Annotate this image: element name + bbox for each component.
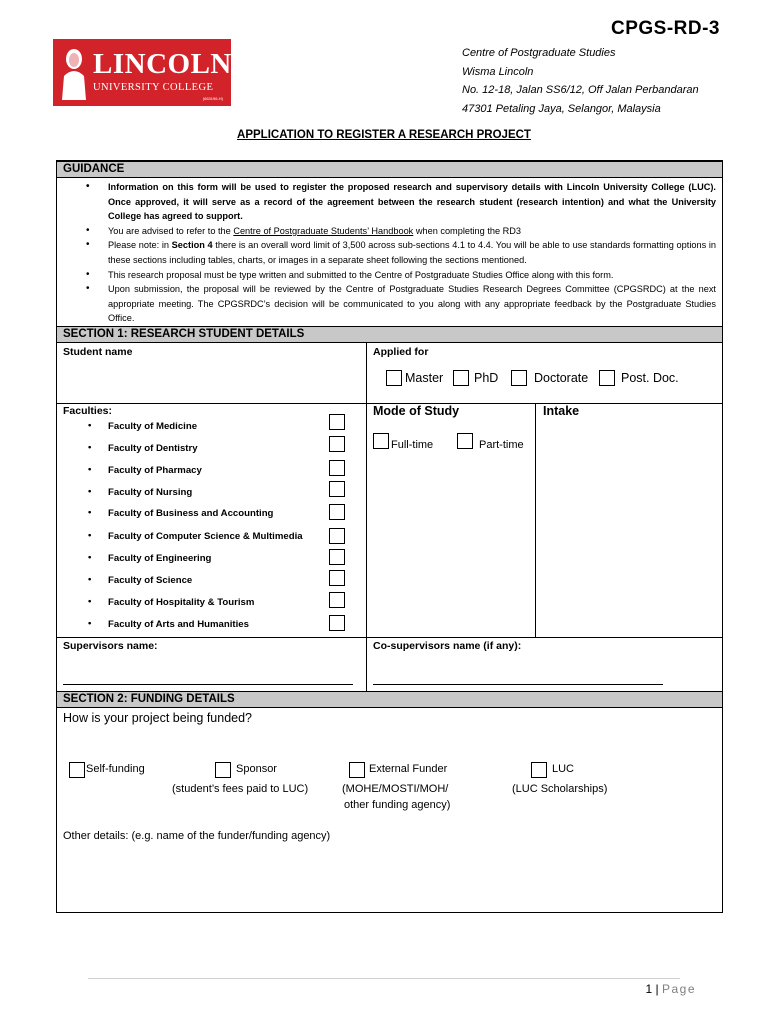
faculty-hospitality-checkbox[interactable] (329, 592, 345, 608)
address-line: Wisma Lincoln (462, 65, 534, 78)
lincoln-bust-icon (59, 46, 89, 100)
master-label: Master (405, 371, 444, 385)
external-note-2: other funding agency) (344, 799, 451, 811)
student-name-label: Student name (63, 346, 133, 358)
guidance-item: • Upon submission, the proposal will be reviewed by the Centre of Postgraduate Studies Research Degrees Committee (CPGSRDC) at the next appropriate meeting. The CPGSRDC’s decision will be communicated to you along with any appropriate feedback by the Postgraduate Studies Office. (80, 282, 716, 326)
logo-name: LINCOLN (93, 48, 232, 80)
footer-divider (88, 978, 680, 979)
guidance-header: GUIDANCE (57, 161, 722, 178)
guidance-list (80, 180, 716, 326)
address-line: Centre of Postgraduate Studies (462, 47, 616, 59)
phd-checkbox[interactable] (453, 370, 469, 386)
faculty-arts-checkbox[interactable] (329, 615, 345, 631)
faculty-computer-science-checkbox[interactable] (329, 528, 345, 544)
handbook-link[interactable]: Centre of Postgraduate Students’ Handbook (233, 225, 414, 236)
logo-subtitle: UNIVERSITY COLLEGE (93, 82, 214, 93)
document-code: CPGS-RD-3 (610, 18, 720, 39)
co-supervisors-label: Co-supervisors name (if any): (373, 640, 522, 652)
doctorate-label: Doctorate (534, 371, 589, 385)
column-divider (366, 343, 367, 691)
sponsor-checkbox[interactable] (215, 762, 231, 778)
page-number: 1 | Page (645, 982, 696, 996)
column-divider (535, 403, 536, 638)
luc-label: LUC (552, 763, 575, 775)
address-line: No. 12-18, Jalan SS6/12, Off Jalan Perbandaran (462, 84, 699, 96)
logo-reg: (663196-H) (202, 96, 223, 101)
faculty-nursing-checkbox[interactable] (329, 481, 345, 497)
faculty-science-checkbox[interactable] (329, 570, 345, 586)
faculty-medicine-checkbox[interactable] (329, 414, 345, 430)
intake-label: Intake (543, 404, 580, 418)
mode-of-study-label: Mode of Study (373, 404, 460, 418)
funding-question: How is your project being funded? (63, 711, 253, 725)
guidance-item: • This research proposal must be type written and submitted to the Centre of Postgraduate Studies Office along with this form. (80, 268, 716, 283)
luc-checkbox[interactable] (531, 762, 547, 778)
lincoln-logo (53, 39, 231, 106)
faculty-business-checkbox[interactable] (329, 504, 345, 520)
doctorate-checkbox[interactable] (511, 370, 527, 386)
faculty-pharmacy-checkbox[interactable] (329, 460, 345, 476)
faculty-engineering-checkbox[interactable] (329, 549, 345, 565)
self-funding-label: Self-funding (86, 763, 145, 775)
fulltime-checkbox[interactable] (373, 433, 389, 449)
form-title: APPLICATION TO REGISTER A RESEARCH PROJECT (237, 129, 531, 141)
external-funder-label: External Funder (369, 763, 448, 775)
co-supervisors-input-line[interactable] (373, 684, 663, 685)
faculties-label: Faculties: (63, 405, 113, 417)
other-details-label: Other details: (e.g. name of the funder/funding agency) (63, 830, 331, 842)
self-funding-checkbox[interactable] (69, 762, 85, 778)
supervisors-label: Supervisors name: (63, 640, 158, 652)
address-line: 47301 Petaling Jaya, Selangor, Malaysia (462, 102, 661, 115)
section1-header: SECTION 1: RESEARCH STUDENT DETAILS (57, 326, 722, 343)
faculty-dentistry-checkbox[interactable] (329, 436, 345, 452)
row-divider (57, 637, 722, 638)
section2-header: SECTION 2: FUNDING DETAILS (57, 691, 722, 708)
applied-for-label: Applied for (373, 346, 429, 358)
master-checkbox[interactable] (386, 370, 402, 386)
guidance-item: • Please note: in Section 4 there is an overall word limit of 3,500 across sub-sections 4.1 to 4.4. You will be able to use standards formatting options in these sections including tables, charts, or images in a separate sheet following the sections mentioned. (80, 238, 716, 267)
guidance-item: • You are advised to refer to the Centre of Postgraduate Students’ Handbook when completing the RD3 (80, 224, 716, 239)
postdoc-label: Post. Doc. (621, 371, 679, 385)
postdoc-checkbox[interactable] (599, 370, 615, 386)
guidance-item: • Information on this form will be used to register the proposed research and supervisory details with Lincoln University College (LUC). Once approved, it will serve as a record of the agreement between the research student (research intention) and what the University College has agreed to support. (80, 180, 716, 224)
phd-label: PhD (474, 371, 499, 385)
external-funder-checkbox[interactable] (349, 762, 365, 778)
parttime-label: Part-time (479, 439, 524, 451)
sponsor-label: Sponsor (236, 763, 277, 775)
luc-note: (LUC Scholarships) (512, 783, 608, 795)
supervisors-input-line[interactable] (63, 684, 353, 685)
fulltime-label: Full-time (391, 439, 434, 451)
address-block (462, 44, 699, 118)
sponsor-note: (student’s fees paid to LUC) (172, 783, 309, 795)
external-note-1: (MOHE/MOSTI/MOH/ (342, 783, 449, 795)
parttime-checkbox[interactable] (457, 433, 473, 449)
